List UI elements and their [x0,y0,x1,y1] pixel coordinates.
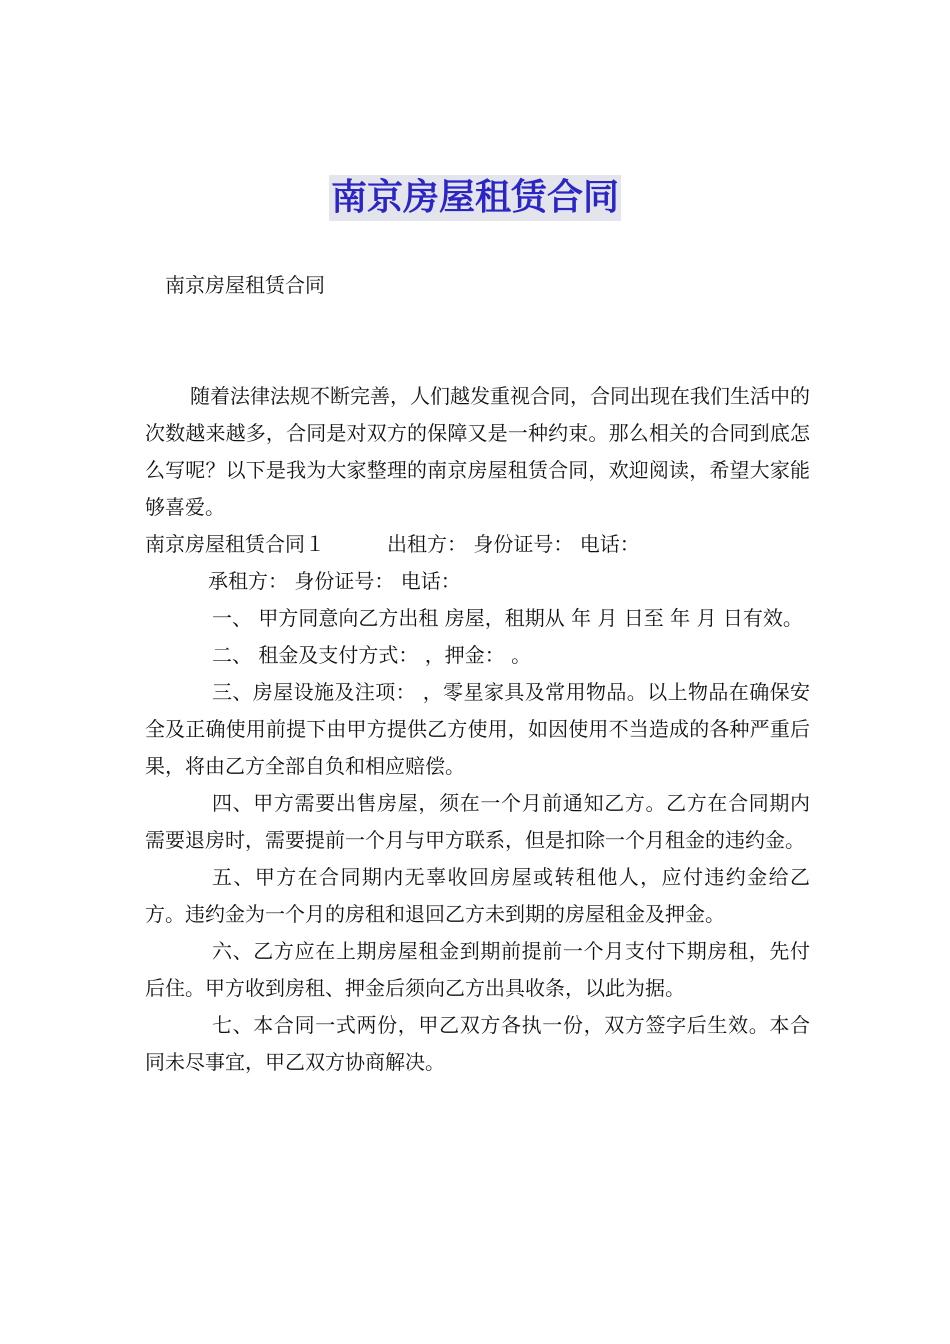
document-title-wrapper [0,175,950,221]
contract-header-line [145,526,810,563]
clause-6: 六、乙方应在上期房屋租金到期前提前一个月支付下期房租，先付后住。甲方收到房租、押金后须向乙方出具收条，以此为据。 [145,939,810,1000]
intro-paragraph: 随着法律法规不断完善，人们越发重视合同，合同出现在我们生活中的次数越来越多，合同是对双方的保障又是一种约束。那么相关的合同到底怎么写呢？以下是我为大家整理的南京房屋租赁合同，欢迎阅读，希望大家能够喜爱。 [145,384,810,519]
contract-heading: 南京房屋租赁合同１ [145,532,325,556]
clause-1: 一、 甲方同意向乙方出租 房屋，租期从 年 月 日至 年 月 日有效。 [212,606,803,630]
clause-2: 二、 租金及支付方式： ，押金： 。 [212,643,532,667]
clause-3: 三、房屋设施及注项： ，零星家具及常用物品。以上物品在确保安全及正确使用前提下由甲方提供乙方使用，如因使用不当造成的各种严重后果，将由乙方全部自负和相应赔偿。 [145,680,810,778]
document-body [145,378,810,1081]
lessor-line: 出租方： 身份证号： 电话： [387,532,640,556]
clause-5: 五、甲方在合同期内无辜收回房屋或转租他人，应付违约金给乙方。违约金为一个月的房租和退回乙方未到期的房屋租金及押金。 [145,865,810,926]
document-title: 南京房屋租赁合同 [329,175,621,221]
document-subtitle: 南京房屋租赁合同 [165,273,325,297]
clause-4: 四、甲方需要出售房屋，须在一个月前通知乙方。乙方在合同期内需要退房时，需要提前一个月与甲方联系，但是扣除一个月租金的违约金。 [145,791,810,852]
clause-7: 七、本合同一式两份，甲乙双方各执一份，双方签字后生效。本合同未尽事宜，甲乙双方协商解决。 [145,1013,810,1074]
lessee-line: 承租方： 身份证号： 电话： [208,569,461,593]
